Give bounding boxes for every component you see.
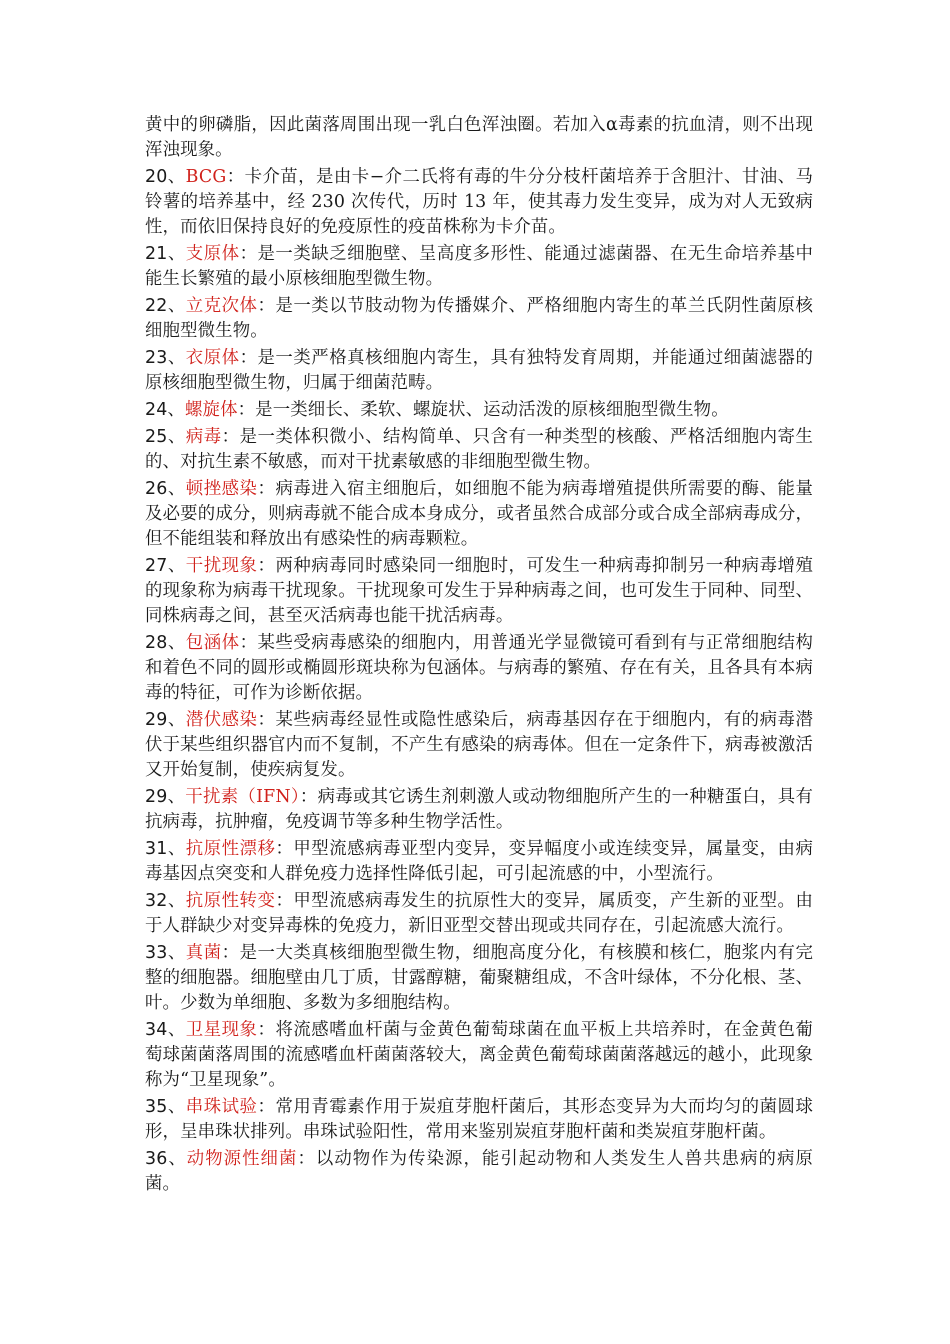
entry-term: 抗原性转变	[185, 891, 276, 911]
entry-separator: ：	[299, 787, 318, 807]
glossary-entry	[145, 165, 813, 240]
entry-separator: ：	[257, 1097, 276, 1117]
entry-separator: ：	[226, 167, 245, 187]
glossary-entry	[145, 242, 813, 292]
entry-term: 卫星现象	[185, 1020, 258, 1040]
entry-term: 衣原体	[185, 348, 240, 368]
entry-separator: ：	[239, 348, 258, 368]
entry-term: 动物源性细菌	[186, 1149, 298, 1169]
entry-definition: 甲型流感病毒亚型内变异，变异幅度小或连续变异，属量变，由病毒基因点突变和人群免疫力选择性降低引起，可引起流感的中，小型流行。	[145, 839, 813, 884]
entry-number: 20、	[145, 167, 186, 187]
entry-definition: 两种病毒同时感染同一细胞时，可发生一种病毒抑制另一种病毒增殖的现象称为病毒干扰现象。干扰现象可发生于异种病毒之间，也可发生于同种、同型、同株病毒之间，甚至灭活病毒也能干扰活病毒。	[145, 556, 813, 626]
entry-definition: 某些病毒经显性或隐性感染后，病毒基因存在于细胞内，有的病毒潜伏于某些组织器官内而不复制，不产生有感染的病毒体。但在一定条件下，病毒被激活又开始复制，使疾病复发。	[145, 710, 813, 780]
entry-term: 顿挫感染	[185, 479, 258, 499]
entry-term: 真菌	[185, 943, 222, 963]
entry-definition: 卡介苗，是由卡−介二氏将有毒的牛分分枝杆菌培养于含胆汁、甘油、马铃薯的培养基中，经 230 次传代，历时 13 年，使其毒力发生变异，成为对人无致病性，而依旧保持良好的免疫原性的疫苗株称为卡介苗。	[145, 167, 813, 237]
entry-number: 25、	[145, 427, 186, 447]
entry-term: 串珠试验	[185, 1097, 258, 1117]
glossary-entry	[145, 785, 813, 835]
glossary-body	[145, 113, 813, 1199]
glossary-entry	[145, 477, 813, 552]
entry-definition: 是一类缺乏细胞壁、呈高度多形性、能通过滤菌器、在无生命培养基中能生长繁殖的最小原核细胞型微生物。	[145, 244, 813, 289]
glossary-entry	[145, 941, 813, 1016]
entry-separator: ：	[221, 427, 240, 447]
entry-term: 支原体	[185, 244, 240, 264]
entry-number: 29、	[145, 787, 186, 807]
entry-definition: 病毒或其它诱生剂刺激人或动物细胞所产生的一种糖蛋白，具有抗病毒，抗肿瘤，免疫调节等多种生物学活性。	[145, 787, 813, 832]
entry-number: 33、	[145, 943, 186, 963]
glossary-entry	[145, 631, 813, 706]
glossary-entry	[145, 708, 813, 783]
entry-separator: ：	[239, 244, 258, 264]
entry-term: 立克次体	[185, 296, 258, 316]
entry-term: BCG	[185, 167, 227, 187]
glossary-entry	[145, 889, 813, 939]
entry-number: 28、	[145, 633, 186, 653]
glossary-entry	[145, 425, 813, 475]
entry-definition: 病毒进入宿主细胞后，如细胞不能为病毒增殖提供所需要的酶、能量及必要的成分，则病毒就不能合成本身成分，或者虽然合成部分或合成全部病毒成分，但不能组装和释放出有感染性的病毒颗粒。	[145, 479, 813, 549]
entry-separator: ：	[257, 479, 276, 499]
intro-paragraph: 黄中的卵磷脂，因此菌落周围出现一乳白色浑浊圈。若加入α毒素的抗血清，则不出现浑浊现象。	[145, 115, 813, 160]
entry-term: 病毒	[185, 427, 222, 447]
entry-separator: ：	[257, 556, 276, 576]
entry-definition: 是一类严格真核细胞内寄生，具有独特发育周期，并能通过细菌滤器的原核细胞型微生物，归属于细菌范畴。	[145, 348, 813, 393]
entry-term: 潜伏感染	[185, 710, 258, 730]
entry-separator: ：	[275, 891, 294, 911]
glossary-entry	[145, 1018, 813, 1093]
glossary-entry	[145, 294, 813, 344]
entry-term: 螺旋体	[184, 400, 238, 420]
glossary-entry	[145, 1147, 813, 1197]
entry-definition: 是一类细长、柔软、螺旋状、运动活泼的原核细胞型微生物。	[255, 400, 729, 420]
entry-term: 干扰现象	[185, 556, 258, 576]
entry-term: 干扰素（IFN）	[185, 787, 300, 807]
entry-number: 23、	[145, 348, 186, 368]
entry-separator: ：	[297, 1149, 316, 1169]
entry-definition: 是一类以节肢动物为传播媒介、严格细胞内寄生的革兰氏阴性菌原核细胞型微生物。	[145, 296, 813, 341]
glossary-entry	[145, 554, 813, 629]
entry-term: 抗原性漂移	[185, 839, 276, 859]
entry-number: 22、	[145, 296, 186, 316]
glossary-entry	[145, 398, 813, 423]
entry-definition: 以动物作为传染源，能引起动物和人类发生人兽共患病的病原菌。	[145, 1149, 813, 1194]
entry-term: 包涵体	[185, 633, 240, 653]
entry-number: 29、	[145, 710, 186, 730]
entry-definition: 甲型流感病毒发生的抗原性大的变异，属质变，产生新的亚型。由于人群缺少对变异毒株的免疫力，新旧亚型交替出现或共同存在，引起流感大流行。	[145, 891, 813, 936]
entry-separator: ：	[257, 296, 276, 316]
glossary-entries	[145, 165, 813, 1197]
entry-number: 21、	[145, 244, 186, 264]
entry-separator: ：	[257, 710, 276, 730]
entry-definition: 是一类体积微小、结构简单、只含有一种类型的核酸、严格活细胞内寄生的、对抗生素不敏感，而对干扰素敏感的非细胞型微生物。	[145, 427, 813, 472]
entry-separator: ：	[257, 1020, 276, 1040]
entry-number: 32、	[145, 891, 186, 911]
entry-number: 27、	[145, 556, 186, 576]
entry-definition: 常用青霉素作用于炭疽芽胞杆菌后，其形态变异为大而均匀的菌圆球形，呈串珠状排列。串珠试验阳性，常用来鉴别炭疽芽胞杆菌和类炭疽芽胞杆菌。	[145, 1097, 813, 1142]
glossary-entry	[145, 837, 813, 887]
entry-separator: ：	[221, 943, 240, 963]
entry-separator: ：	[239, 633, 258, 653]
entry-separator: ：	[275, 839, 294, 859]
entry-number: 34、	[145, 1020, 186, 1040]
glossary-entry	[145, 1095, 813, 1145]
entry-number: 24、	[145, 400, 185, 420]
entry-definition: 将流感嗜血杆菌与金黄色葡萄球菌在血平板上共培养时，在金黄色葡萄球菌菌落周围的流感嗜血杆菌菌落较大，离金黄色葡萄球菌菌落越远的越小，此现象称为“卫星现象”。	[145, 1020, 813, 1090]
entry-definition: 是一大类真核细胞型微生物，细胞高度分化，有核膜和核仁，胞浆内有完整的细胞器。细胞壁由几丁质，甘露醇糖，葡聚糖组成，不含叶绿体，不分化根、茎、叶。少数为单细胞、多数为多细胞结构。	[145, 943, 813, 1013]
entry-number: 26、	[145, 479, 186, 499]
entry-number: 35、	[145, 1097, 186, 1117]
glossary-entry	[145, 346, 813, 396]
entry-separator: ：	[237, 400, 256, 420]
entry-number: 36、	[145, 1149, 187, 1169]
entry-number: 31、	[145, 839, 186, 859]
entry-definition: 某些受病毒感染的细胞内，用普通光学显微镜可看到有与正常细胞结构和着色不同的圆形或椭圆形斑块称为包涵体。与病毒的繁殖、存在有关，且各具有本病毒的特征，可作为诊断依据。	[145, 633, 813, 703]
